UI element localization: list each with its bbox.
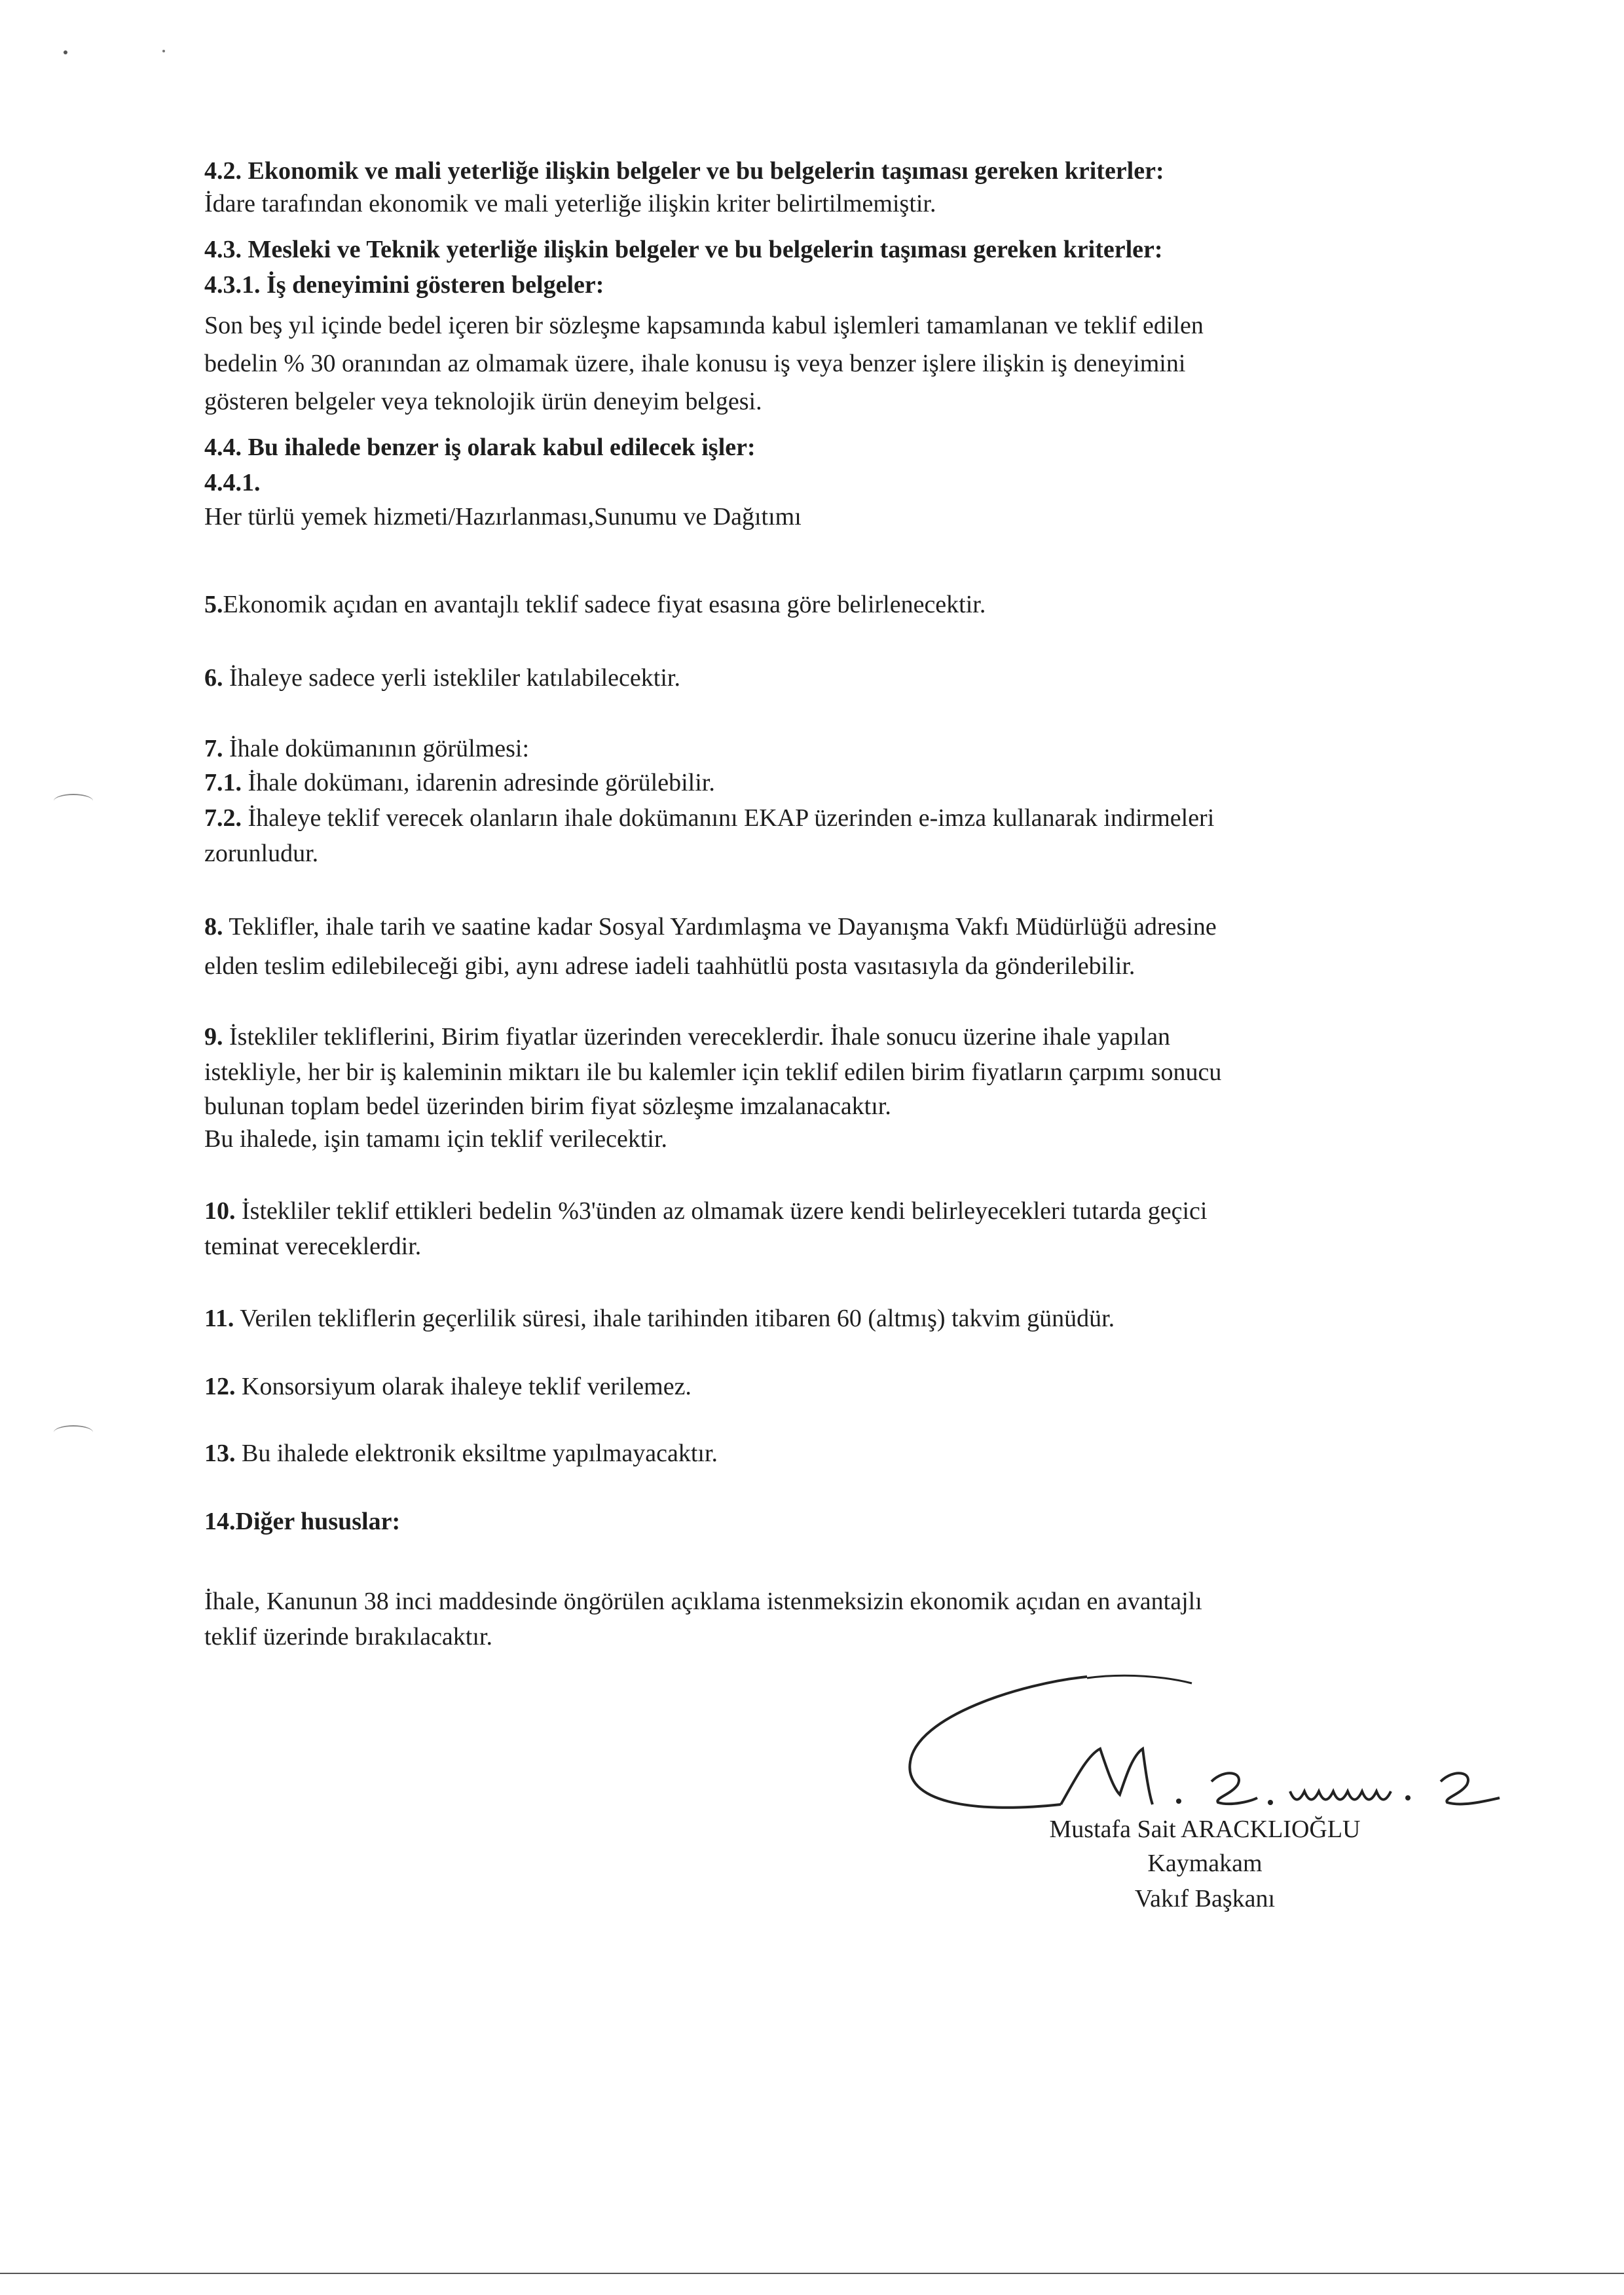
text-run: 6.: [204, 664, 223, 692]
text-run: 5.: [204, 591, 223, 618]
section-4-3-1-body-1: [204, 310, 1204, 341]
item-7: [204, 734, 529, 764]
signatory-role: Vakıf Başkanı: [1134, 1885, 1276, 1912]
text-run: 7.2.: [204, 804, 242, 832]
scan-specks: [59, 46, 177, 59]
text-run: istekliyle, her bir iş kaleminin miktarı ile bu kalemler için teklif edilen birim fiyatların çarpımı sonucu: [204, 1058, 1222, 1086]
section-4-3-1-body-3: [204, 386, 762, 417]
item-14-heading: [204, 1506, 400, 1537]
text-run: 9.: [204, 1023, 223, 1051]
text-run: 4.3. Mesleki ve Teknik yeterliğe ilişkin belgeler ve bu belgelerin taşıması gereken kriterler:: [204, 236, 1163, 263]
text-run: İhaleye teklif verecek olanların ihale dokümanını EKAP üzerinden e-imza kullanarak indirmeleri: [242, 804, 1215, 832]
text-run: 7.: [204, 735, 223, 762]
handwritten-signature: [891, 1664, 1611, 1834]
closing-line-1: [204, 1586, 1202, 1616]
text-run: İstekliler teklif ettikleri bedelin %3'ünden az olmamak üzere kendi belirleyecekleri tutarda geçici: [235, 1197, 1208, 1225]
item-10-line-2: [204, 1231, 421, 1261]
scan-bottom-edge: [0, 2273, 1624, 2274]
text-run: 12.: [204, 1373, 236, 1400]
item-10-line-1: [204, 1196, 1207, 1226]
item-9-line-4: [204, 1124, 667, 1154]
item-9-line-2: [204, 1057, 1221, 1087]
text-run: bulunan toplam bedel üzerinden birim fiyat sözleşme imzalanacaktır.: [204, 1092, 891, 1120]
scan-hole-mark: [54, 794, 93, 808]
text-run: 13.: [204, 1440, 236, 1467]
text-run: Her türlü yemek hizmeti/Hazırlanması,Sunumu ve Dağıtımı: [204, 503, 802, 531]
section-4-2-heading: [204, 156, 1164, 186]
section-4-4-1-body: [204, 502, 802, 532]
closing-line-2: [204, 1622, 492, 1652]
item-7-2-line-1: [204, 803, 1214, 833]
section-4-4-heading: [204, 432, 756, 462]
section-4-3-1-heading: [204, 270, 604, 300]
text-run: İdare tarafından ekonomik ve mali yeterliğe ilişkin kriter belirtilmemiştir.: [204, 190, 936, 217]
text-run: Bu ihalede, işin tamamı için teklif verilecektir.: [204, 1125, 668, 1153]
item-5: [204, 589, 986, 620]
item-9-line-1: [204, 1022, 1170, 1052]
item-13: [204, 1438, 718, 1468]
text-run: Bu ihalede elektronik eksiltme yapılmayacaktır.: [235, 1440, 718, 1467]
text-run: Teklifler, ihale tarih ve saatine kadar Sosyal Yardımlaşma ve Dayanışma Vakfı Müdürlüğü adresine: [223, 913, 1217, 941]
text-run: 8.: [204, 913, 223, 941]
item-12: [204, 1371, 692, 1402]
text-run: İstekliler tekliflerini, Birim fiyatlar üzerinden vereceklerdir. İhale sonucu üzerine ihale yapılan: [223, 1023, 1171, 1051]
item-9-line-3: [204, 1091, 891, 1121]
section-4-2-body: [204, 189, 936, 219]
section-4-4-1-heading: [204, 468, 261, 498]
text-run: Verilen tekliflerin geçerlilik süresi, ihale tarihinden itibaren 60 (altmış) takvim günüdür.: [234, 1305, 1115, 1332]
item-11: [204, 1303, 1115, 1334]
text-run: zorunludur.: [204, 840, 319, 867]
item-6: [204, 663, 680, 693]
text-run: 10.: [204, 1197, 236, 1225]
text-run: elden teslim edilebileceği gibi, aynı adrese iadeli taahhütlü posta vasıtasıyla da gönderilebilir.: [204, 952, 1135, 980]
text-run: 4.3.1. İş deneyimini gösteren belgeler:: [204, 271, 604, 299]
text-run: İhale, Kanunun 38 inci maddesinde öngörülen açıklama istenmeksizin ekonomik açıdan en avantajlı: [204, 1588, 1202, 1615]
text-run: 4.4.1.: [204, 469, 261, 496]
text-run: Ekonomik açıdan en avantajlı teklif sadece fiyat esasına göre belirlenecektir.: [223, 591, 986, 618]
text-run: İhale dokümanı, idarenin adresinde görülebilir.: [242, 769, 715, 796]
text-run: teminat vereceklerdir.: [204, 1233, 422, 1260]
text-run: 14.Diğer hususlar:: [204, 1508, 401, 1535]
text-run: İhale dokümanının görülmesi:: [223, 735, 530, 762]
item-7-2-line-2: [204, 838, 318, 868]
signatory-name: Mustafa Sait ARACKLIOĞLU: [1049, 1816, 1361, 1843]
signatory-title: Kaymakam: [1147, 1850, 1263, 1877]
text-run: 4.4. Bu ihalede benzer iş olarak kabul edilecek işler:: [204, 434, 756, 461]
section-4-3-1-body-2: [204, 348, 1185, 379]
item-8-line-2: [204, 951, 1135, 981]
text-run: bedelin % 30 oranından az olmamak üzere, ihale konusu iş veya benzer işlere ilişkin iş deneyimini: [204, 350, 1186, 377]
item-8-line-1: [204, 912, 1217, 942]
text-run: Konsorsiyum olarak ihaleye teklif verilemez.: [235, 1373, 692, 1400]
text-run: Son beş yıl içinde bedel içeren bir sözleşme kapsamında kabul işlemleri tamamlanan ve teklif edilen: [204, 312, 1204, 339]
text-run: 7.1.: [204, 769, 242, 796]
text-run: gösteren belgeler veya teknolojik ürün deneyim belgesi.: [204, 388, 762, 415]
scan-hole-mark: [54, 1425, 93, 1440]
text-run: İhaleye sadece yerli istekliler katılabilecektir.: [223, 664, 680, 692]
item-7-1: [204, 768, 715, 798]
text-run: 4.2. Ekonomik ve mali yeterliğe ilişkin belgeler ve bu belgelerin taşıması gereken kriterler:: [204, 157, 1164, 185]
section-4-3-heading: [204, 234, 1163, 265]
text-run: teklif üzerinde bırakılacaktır.: [204, 1623, 492, 1651]
text-run: 11.: [204, 1305, 234, 1332]
